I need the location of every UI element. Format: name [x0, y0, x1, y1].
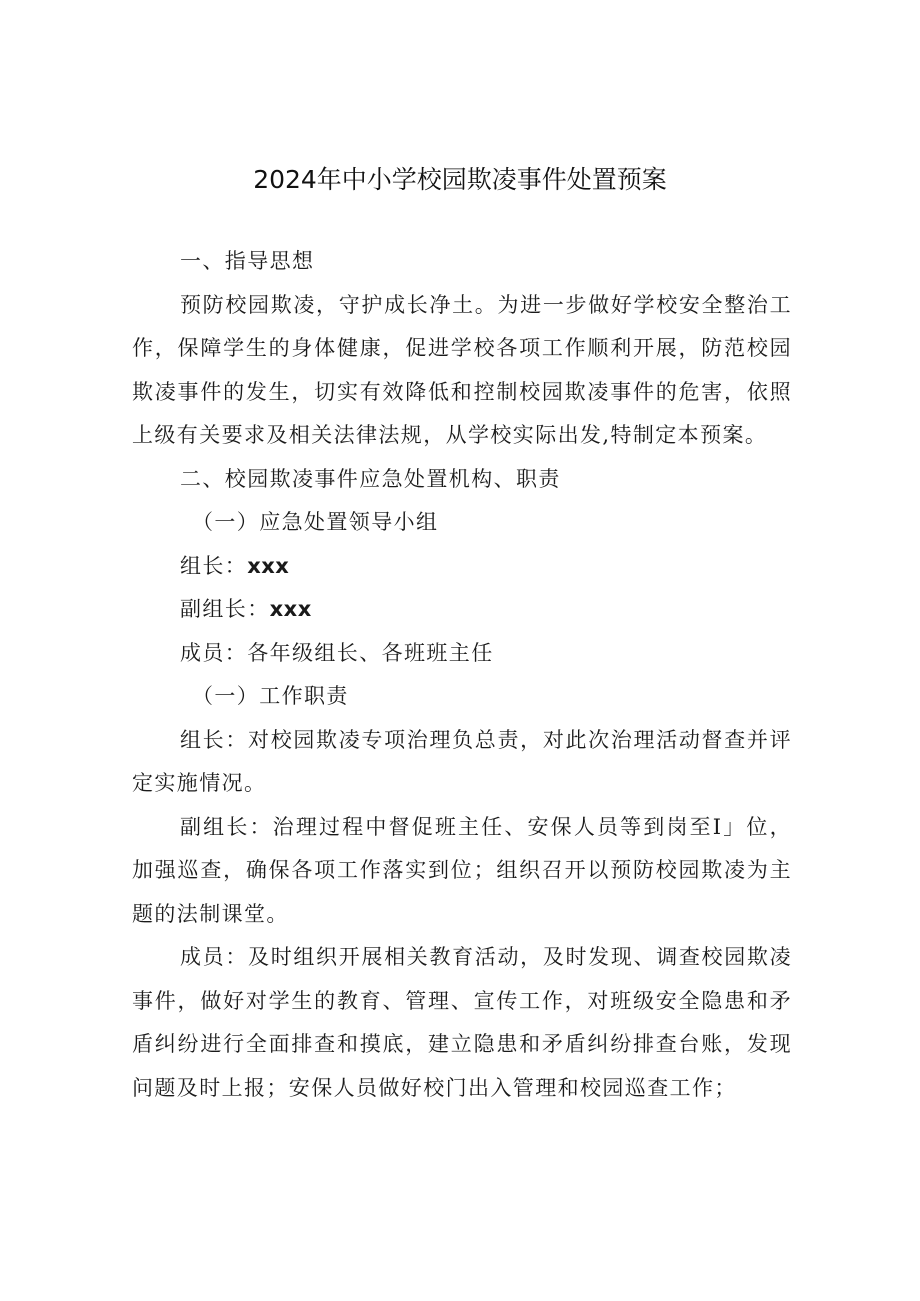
document-title: 2024年中小学校园欺凌事件处置预案 [253, 165, 667, 194]
section-1-paragraph: 预防校园欺凌，守护成长净土。为进一步做好学校安全整治工作，保障学生的身体健康，促进学校各项工作顺利开展，防范校园欺凌事件的发生，切实有效降低和控制校园欺凌事件的危害，依照上级有关要求及相关法律法规，从学校实际出发,特制定本预案。 [132, 292, 792, 447]
duty-leader-paragraph: 组长：对校园欺凌专项治理负总责，对此次治理活动督查并评定实施情况。 [132, 727, 792, 795]
leader-label: 组长： [180, 553, 248, 578]
deputy-label: 副组长： [180, 597, 270, 621]
section-2-heading: 二、校园欺凌事件应急处置机构、职责 [180, 466, 561, 491]
subsection-1-heading: （一）应急处置领导小组 [192, 510, 439, 534]
duty-members-paragraph: 成员：及时组织开展相关教育活动，及时发现、调查校园欺凌事件，做好对学生的教育、管理、宣传工作，对班级安全隐患和矛盾纠纷进行全面排查和摸底，建立隐患和矛盾纠纷排查台账，发现问题及时上报；安保人员做好校门出入管理和校园巡查工作； [132, 945, 792, 1100]
members-line: 成员：各年级组长、各班班主任 [180, 640, 494, 665]
leader-line [132, 545, 792, 589]
deputy-line [132, 588, 792, 632]
document-body [132, 240, 792, 1110]
section-1-heading: 一、指导思想 [180, 249, 315, 273]
deputy-value: xxx [269, 597, 312, 621]
leader-value: xxx [247, 553, 290, 578]
subsection-2-heading: （一）工作职责 [192, 684, 349, 708]
duty-deputy-paragraph: 副组长：治理过程中督促班主任、安保人员等到岗至I」位，加强巡查，确保各项工作落实到位；组织召开以预防校园欺凌为主题的法制课堂。 [132, 814, 792, 926]
